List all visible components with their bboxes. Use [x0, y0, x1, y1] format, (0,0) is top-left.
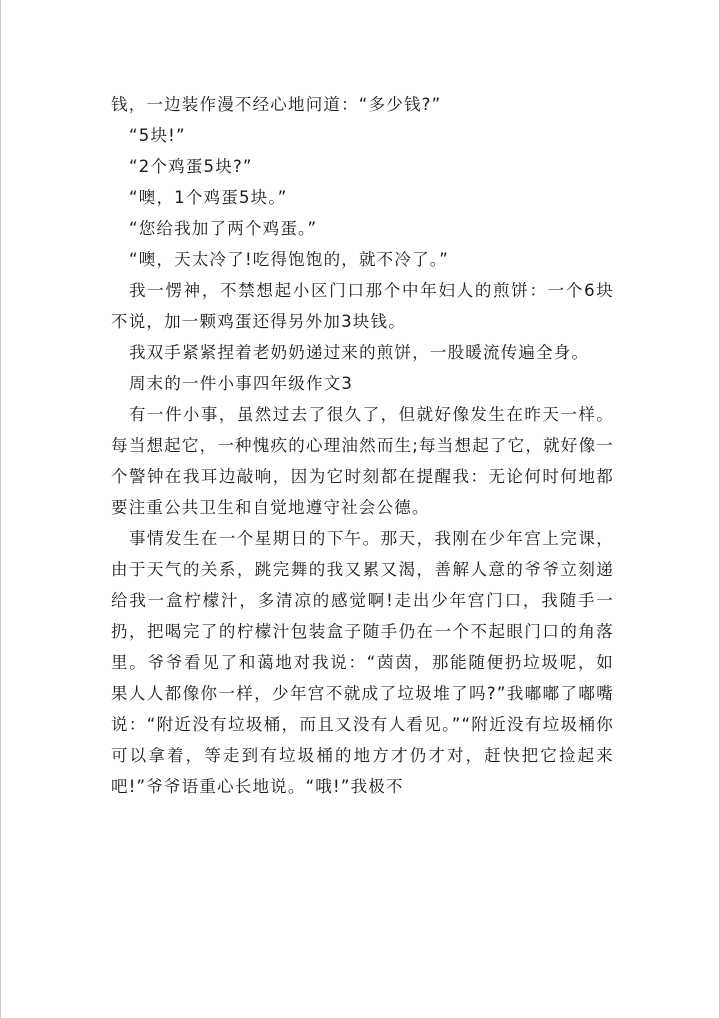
paragraph: “您给我加了两个鸡蛋。” [129, 219, 318, 238]
paragraph: “5块!” [129, 126, 186, 145]
document-body [111, 89, 614, 802]
paragraph: 我双手紧紧捏着老奶奶递过来的煎饼，一股暖流传遍全身。 [129, 343, 590, 362]
paragraph: 钱，一边装作漫不经心地问道：“多少钱?” [111, 95, 442, 114]
paragraph: “2个鸡蛋5块?” [129, 157, 253, 176]
paragraph: 事情发生在一个星期日的下午。那天，我刚在少年宫上完课，由于天气的关系，跳完舞的我又累又渴，善解人意的爷爷立刻递给我一盒柠檬汁，多清凉的感觉啊!走出少年宫门口，我随手一扔，把喝完了的柠檬汁包装盒子随手仍在一个不起眼门口的角落里。爷爷看见了和蔼地对我说：“茵茵，那能随便扔垃圾呢，如果人人都像你一样，少年宫不就成了垃圾堆了吗?”我嘟嘟了嘟嘴说：“附近没有垃圾桶，而且又没有人看见。”“附近没有垃圾桶你可以拿着，等走到有垃圾桶的地方才仍才对，赶快把它捡起来吧!”爷爷语重心长地说。“哦!”我极不 [111, 529, 614, 796]
paragraph: “噢，1个鸡蛋5块。” [129, 188, 288, 207]
paragraph: 有一件小事，虽然过去了很久了，但就好像发生在昨天一样。每当想起它，一种愧疚的心理油然而生;每当想起了它，就好像一个警钟在我耳边敲响，因为它时刻都在提醒我：无论何时何地都要注重公共卫生和自觉地遵守社会公德。 [111, 405, 614, 517]
section-heading: 周末的一件小事四年级作文3 [129, 374, 354, 393]
paragraph: “噢，天太冷了!吃得饱饱的，就不冷了。” [129, 250, 449, 269]
paragraph: 我一愣神，不禁想起小区门口那个中年妇人的煎饼：一个6块不说，加一颗鸡蛋还得另外加3块钱。 [111, 281, 614, 331]
